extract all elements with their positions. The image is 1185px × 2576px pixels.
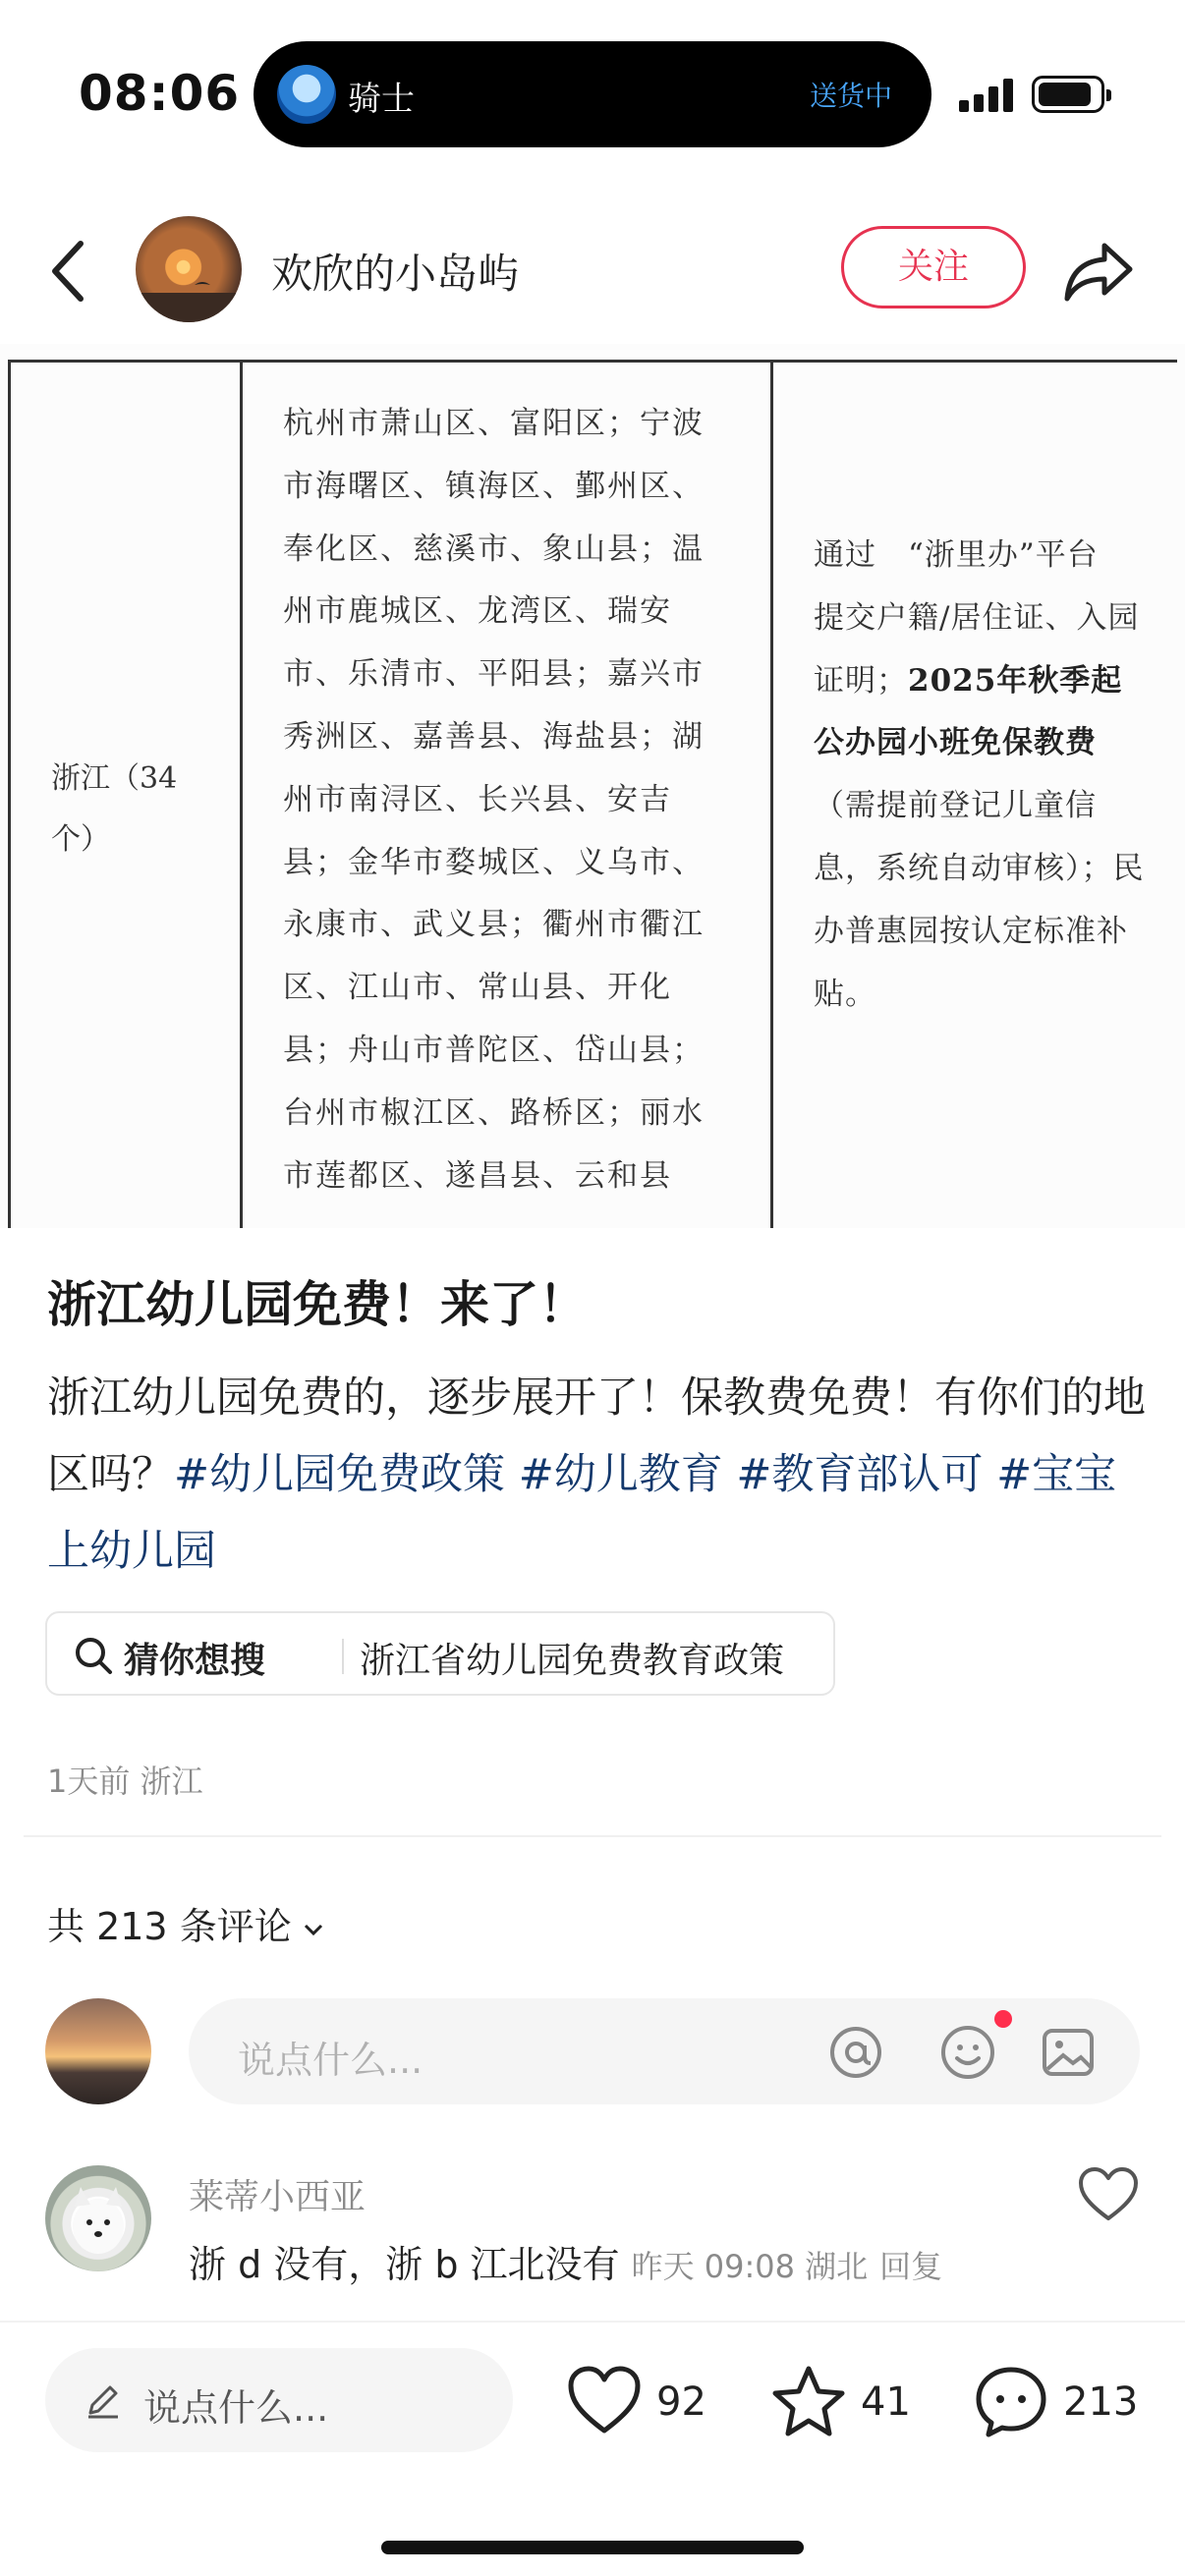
hashtag-link[interactable]: #宝宝上幼儿园	[47, 1450, 1117, 1576]
cellular-signal-icon	[959, 77, 1018, 112]
star-icon	[770, 2364, 847, 2440]
dynamic-island-live-activity[interactable]	[254, 41, 931, 147]
table-border	[8, 360, 1177, 363]
post-image[interactable]	[0, 344, 1185, 1228]
hashtag-link[interactable]: #教育部认可	[736, 1450, 984, 1499]
post-header	[0, 196, 1185, 344]
author-name[interactable]: 欢欣的小岛屿	[271, 250, 520, 298]
battery-icon	[1032, 76, 1104, 113]
live-activity-app-icon	[277, 65, 336, 124]
collect-count: 41	[861, 2380, 911, 2425]
comment-count-toggle[interactable]	[47, 1896, 325, 1950]
share-icon[interactable]	[1059, 232, 1138, 310]
pen-icon	[83, 2380, 124, 2421]
chip-divider	[342, 1639, 344, 1674]
status-bar	[0, 0, 1185, 196]
hashtag-link[interactable]: #幼儿教育	[518, 1450, 723, 1499]
comment-user-avatar[interactable]	[45, 2165, 151, 2271]
table-border	[240, 360, 243, 1228]
home-indicator	[381, 2541, 804, 2554]
heart-icon[interactable]	[1077, 2165, 1140, 2224]
table-cell-policy	[814, 525, 1148, 1026]
hashtag-link[interactable]: #幼儿园免费政策	[174, 1450, 506, 1499]
like-count: 92	[656, 2380, 706, 2425]
suggested-search-query: 浙江省幼儿园免费教育政策	[360, 1641, 785, 1681]
heart-icon	[566, 2364, 643, 2440]
comment-input-placeholder: 说点什么...	[238, 2039, 423, 2082]
post-meta: 1天前 浙江	[47, 1763, 203, 1800]
policy-text: （需提前登记儿童信息，系统自动审核）；民办普惠园按认定标准补贴。	[814, 788, 1145, 1012]
post-title: 浙江幼儿园免费！来了！	[47, 1276, 588, 1333]
comment-text	[189, 2234, 942, 2288]
live-activity-status: 送货中	[809, 80, 892, 112]
table-border	[8, 360, 11, 1228]
post-body-text: 浙江幼儿园免费的，逐步展开了！保教费免费！有你们的地区吗？	[47, 1373, 1146, 1499]
table-border	[770, 360, 773, 1228]
bottom-bar-separator	[0, 2321, 1185, 2323]
back-icon[interactable]	[41, 232, 100, 310]
table-cell-regions: 杭州市萧山区、富阳区；宁波市海曙区、镇海区、鄞州区、奉化区、慈溪市、象山县；温州市鹿城区、龙湾区、瑞安市、乐清市、平阳县；嘉兴市秀洲区、嘉善县、海盐县；湖州市南浔区、长兴县、安吉县；金华市婺城区、义乌市、永康市、武义县；衢州市衢江区、江山市、常山县、开化县；舟山市普陀区、岱山县；台州市椒江区、路桥区；丽水市莲都区、遂昌县、云和县	[283, 406, 705, 1194]
status-time: 08:06	[79, 65, 241, 122]
current-user-avatar	[45, 1998, 151, 2104]
live-activity-app-name: 骑士	[348, 80, 415, 119]
emoji-icon[interactable]	[939, 2024, 996, 2081]
comment-icon	[973, 2364, 1049, 2440]
bottom-comment-input[interactable]	[45, 2348, 513, 2452]
comment-count: 213	[1063, 2380, 1139, 2425]
follow-button[interactable]: 关注	[841, 226, 1026, 308]
comment-reply-button[interactable]: 回复	[879, 2248, 943, 2285]
battery-level	[1039, 83, 1091, 106]
emoji-notification-dot	[994, 2010, 1012, 2028]
comment-username[interactable]: 莱蒂小西亚	[189, 2177, 367, 2217]
comment-count-label: 共 213 条评论	[47, 1905, 292, 1948]
bottom-input-placeholder: 说点什么...	[143, 2386, 329, 2430]
author-avatar[interactable]	[136, 216, 242, 322]
table-cell-province: 浙江（34个）	[51, 761, 178, 857]
image-icon[interactable]	[1040, 2024, 1097, 2081]
suggested-search-label: 猜你想搜	[124, 1641, 266, 1681]
section-divider	[24, 1835, 1161, 1837]
chevron-down-icon	[302, 1918, 325, 1941]
suggested-search-chip[interactable]	[45, 1611, 835, 1696]
search-icon	[73, 1635, 114, 1676]
at-icon[interactable]	[827, 2024, 884, 2081]
post-body	[47, 1360, 1148, 1590]
comment-content: 浙 d 没有，浙 b 江北没有	[189, 2243, 620, 2286]
policy-text: 通过 “浙里办”平台 提交户籍/居住证、入园证明；	[814, 537, 1140, 699]
policy-highlight: 2025年秋季起公办园小班免保教费	[814, 662, 1123, 761]
comment-time-location: 昨天 09:08 湖北	[631, 2248, 869, 2285]
